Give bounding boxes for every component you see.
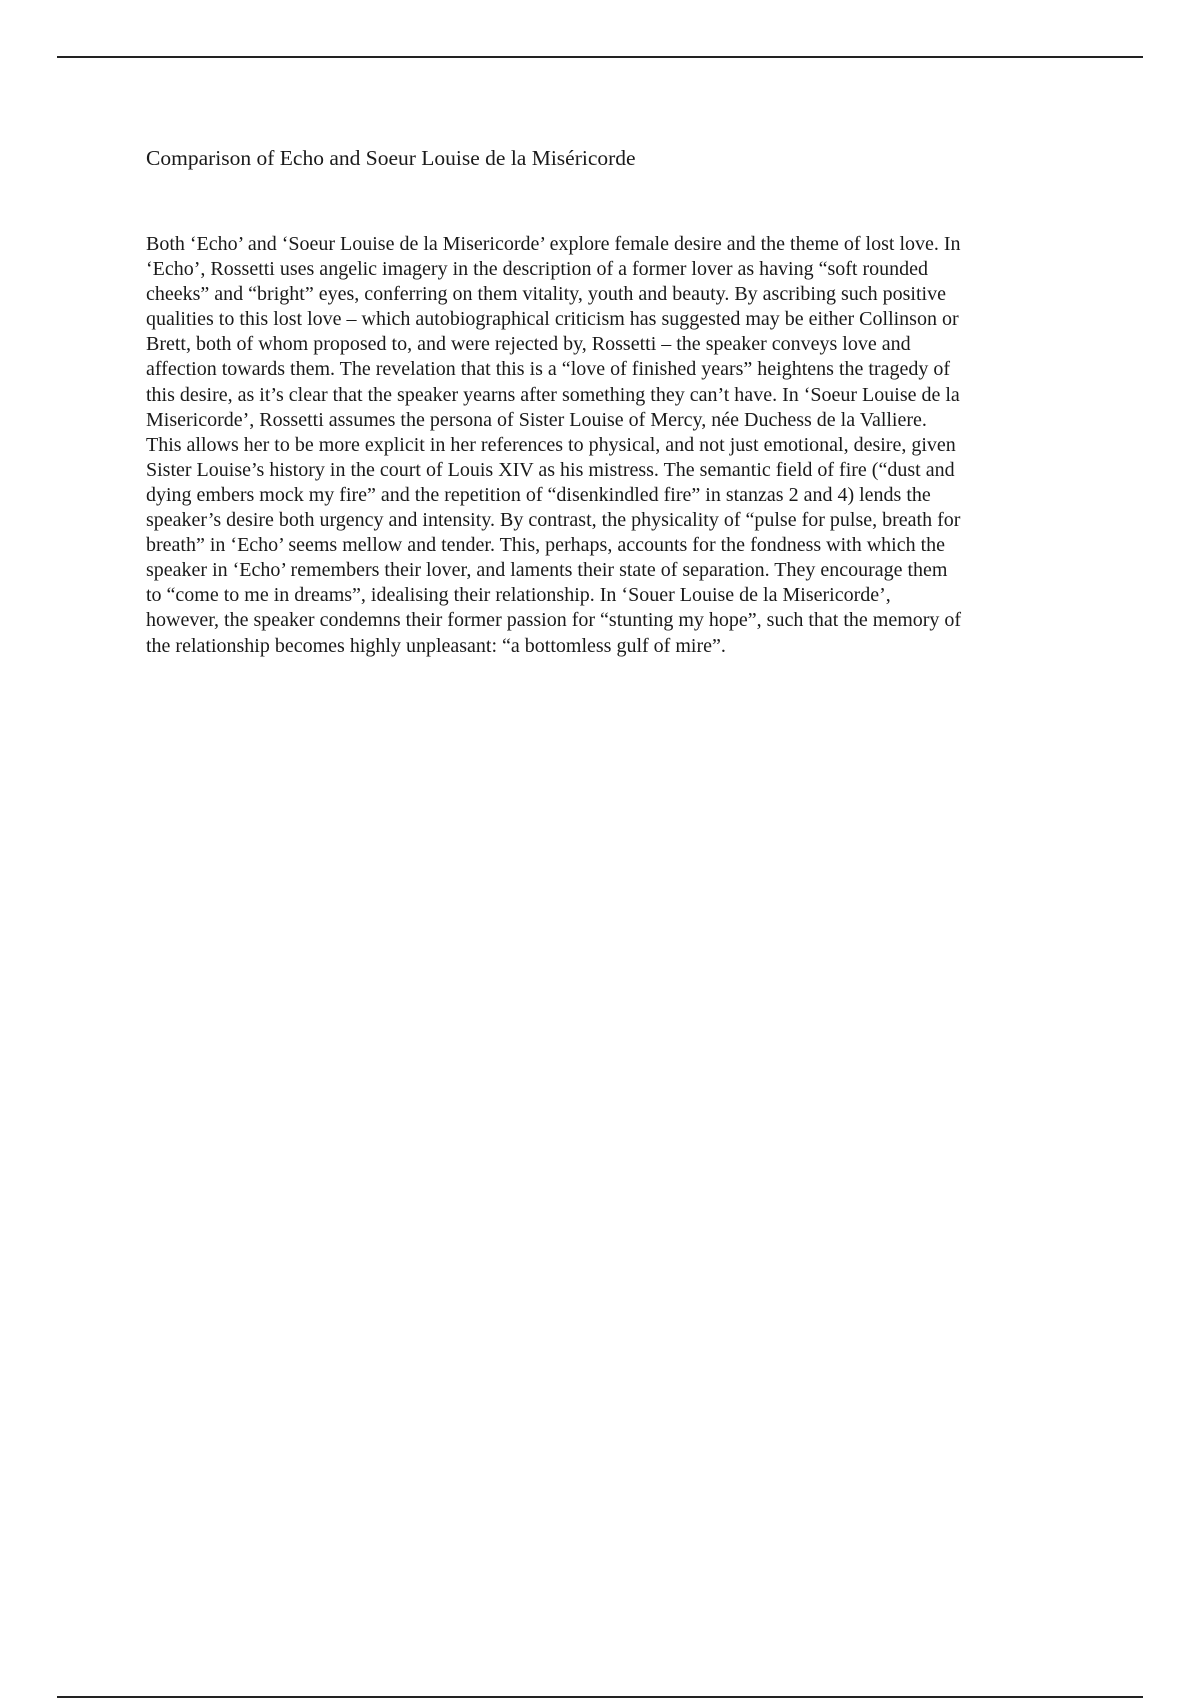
body-line: however, the speaker condemns their former passion for “stunting my hope”, such that the memory of [146, 609, 962, 632]
document-title: Comparison of Echo and Soeur Louise de la Miséricorde [146, 146, 636, 170]
body-line: This allows her to be more explicit in her references to physical, and not just emotional, desire, given [146, 433, 956, 456]
body-line: qualities to this lost love – which autobiographical criticism has suggested may be either Collinson or [146, 308, 959, 331]
body-line: this desire, as it’s clear that the speaker yearns after something they can’t have. In ‘Soeur Louise de la [146, 383, 960, 406]
body-line: speaker in ‘Echo’ remembers their lover, and laments their state of separation. They encourage them [146, 559, 948, 582]
body-line: affection towards them. The revelation that this is a “love of finished years” heightens the tragedy of [146, 358, 951, 381]
body-line: dying embers mock my fire” and the repetition of “disenkindled fire” in stanzas 2 and 4) lends the [146, 483, 931, 506]
body-line: Misericorde’, Rossetti assumes the persona of Sister Louise of Mercy, née Duchess de la Valliere. [146, 408, 927, 431]
body-line: Sister Louise’s history in the court of Louis XIV as his mistress. The semantic field of fire (“dust and [146, 458, 955, 481]
body-line: to “come to me in dreams”, idealising their relationship. In ‘Souer Louise de la Misericorde’, [146, 584, 891, 607]
bottom-rule [57, 1696, 1143, 1698]
body-line: ‘Echo’, Rossetti uses angelic imagery in the description of a former lover as having “soft rounded [146, 258, 928, 281]
body-line: Brett, both of whom proposed to, and were rejected by, Rossetti – the speaker conveys love and [146, 333, 911, 356]
body-line: cheeks” and “bright” eyes, conferring on them vitality, youth and beauty. By ascribing such positive [146, 283, 946, 306]
body-line: Both ‘Echo’ and ‘Soeur Louise de la Misericorde’ explore female desire and the theme of lost love. In [146, 233, 961, 255]
body-line: speaker’s desire both urgency and intensity. By contrast, the physicality of “pulse for pulse, breath for [146, 509, 961, 532]
body-paragraph [146, 232, 1072, 659]
top-rule [57, 56, 1143, 58]
body-line: breath” in ‘Echo’ seems mellow and tender. This, perhaps, accounts for the fondness with which the [146, 534, 946, 557]
body-line: the relationship becomes highly unpleasant: “a bottomless gulf of mire”. [146, 634, 726, 657]
